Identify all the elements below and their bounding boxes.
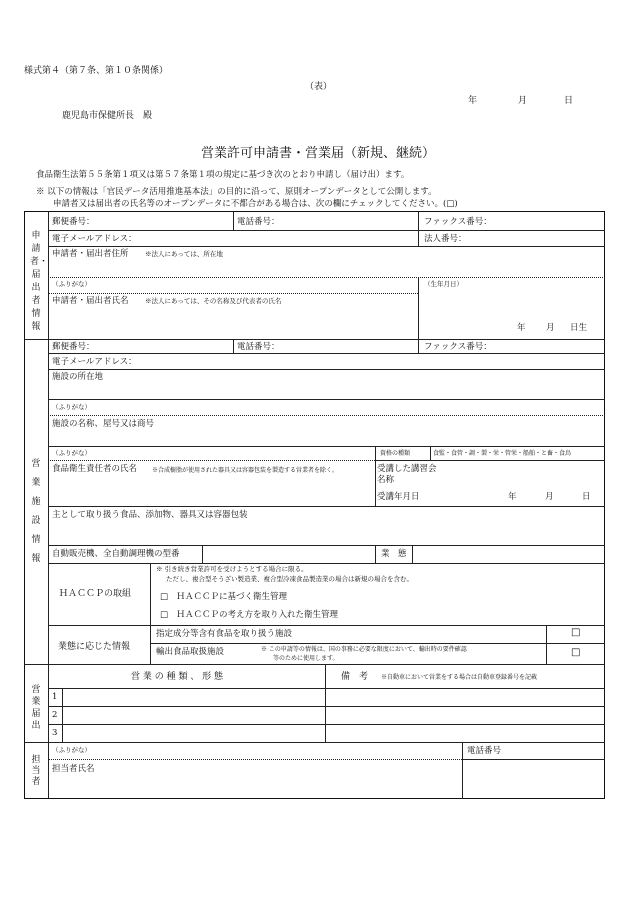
date-month-label: 月	[518, 96, 528, 106]
date-year-label: 年	[468, 96, 478, 106]
birth-year-label: 年	[517, 323, 526, 333]
products-label: 主として取り扱う食品、添加物、器具又は容器包装	[52, 510, 248, 520]
export-facility-checkbox[interactable]: □	[571, 647, 581, 658]
applicant-phone-label: 電話番号：	[237, 217, 280, 227]
course-date-label: 受講年月日	[377, 492, 420, 502]
export-facility-label: 輸出食品取扱施設	[156, 647, 225, 657]
export-note-1: ※ この申請等の情報は、国の事務に必要な限度において、輸出時の要件確認	[261, 646, 467, 653]
facility-postal-label: 郵便番号：	[52, 342, 95, 352]
qualification-list: 食監・食管・調・製・栄・管栄・船舶・と畜・食鳥	[433, 450, 572, 457]
notification-row-3: 3	[52, 728, 58, 738]
form-side: （表）	[305, 82, 333, 92]
applicant-furigana-label: （ふりがな）	[52, 280, 91, 288]
date-day-label: 日	[564, 96, 574, 106]
facility-furigana-label: （ふりがな）	[52, 403, 91, 411]
applicant-address-note: ※法人にあっては、所在地	[145, 250, 223, 258]
haccp-note-2: ただし、複合型そうざい製造業、複合型冷凍食品製造業の場合は新規の場合を含む。	[166, 575, 413, 583]
applicant-postal-label: 郵便番号：	[52, 217, 95, 227]
vending-label: 自動販売機、全自動調理機の型番	[52, 549, 180, 559]
applicant-section-label: 申請者・届出者情報	[30, 231, 49, 332]
page-title: 営業許可申請書・営業届（新規、継続）	[201, 146, 436, 161]
applicant-name-note: ※法人にあっては、その名称及び代表者の氏名	[145, 297, 282, 305]
remarks-header: 備 考	[341, 672, 369, 682]
applicant-fax-label: ファックス番号：	[424, 217, 492, 227]
designated-ingredient-checkbox[interactable]: □	[571, 627, 581, 638]
notification-row-2: 2	[52, 710, 58, 720]
designated-ingredient-label: 指定成分等含有食品を取り扱う施設	[156, 629, 293, 639]
applicant-birthdate-label: （生年月日）	[424, 280, 463, 288]
notification-row-1: 1	[52, 692, 58, 702]
birth-month-label: 月	[546, 323, 555, 333]
addressee: 鹿児島市保健所長 殿	[62, 111, 153, 121]
facility-phone-label: 電話番号：	[237, 342, 280, 352]
applicant-address-label: 申請者・届出者住所	[52, 249, 129, 259]
manager-name-label: 食品衛生責任者の氏名	[52, 464, 138, 474]
birth-day-label: 日生	[570, 323, 588, 333]
applicant-name-label: 申請者・届出者氏名	[52, 296, 129, 306]
open-data-note: ※ 以下の情報は「官民データ活用推進基本法」の目的に沿って、原則オープンデータとして公開します。	[36, 187, 437, 197]
course-day-label: 日	[582, 492, 591, 502]
manager-furigana-label: （ふりがな）	[52, 449, 91, 457]
manager-note: ※合成樹脂が使用された器具又は容器包装を製造する営業者を除く。	[152, 467, 338, 474]
open-data-checkbox-note[interactable]: 申請者又は届出者の氏名等のオープンデータに不都合がある場合は、次の欄にチェックしてください。(□)	[53, 199, 458, 209]
facility-email-label: 電子メールアドレス：	[52, 357, 137, 367]
industry-info-label: 業態に応じた情報	[58, 642, 131, 652]
haccp-option-based[interactable]: □ ＨＡＣＣＰに基づく衛生管理	[160, 592, 288, 602]
notification-section-label: 営業届出	[31, 685, 41, 731]
export-note-2: 等のために使用します。	[273, 655, 339, 662]
contact-name-label: 担当者氏名	[52, 764, 95, 774]
business-type-header: 営 業 の 種 類 、 形 態	[131, 672, 224, 682]
intro-text: 食品衛生法第５５条第１項又は第５７条第１項の規定に基づき次のとおり申請し（届け出）ます。	[36, 170, 410, 180]
contact-phone-label: 電話番号	[467, 746, 502, 756]
applicant-email-label: 電子メールアドレス：	[52, 234, 137, 244]
qualification-type-label: 資格の種類	[380, 450, 411, 457]
contact-section-label: 担当者	[31, 755, 41, 787]
course-year-label: 年	[508, 492, 517, 502]
facility-section-label: 営業施設情報	[31, 459, 41, 564]
remarks-note: ※自動車において営業をする場合は自動車登録番号を記載	[381, 674, 538, 681]
haccp-option-concept[interactable]: □ ＨＡＣＣＰの考え方を取り入れた衛生管理	[160, 610, 339, 620]
facility-fax-label: ファックス番号：	[424, 342, 492, 352]
haccp-note-1: ※ 引き続き営業許可を受けようとする場合に限る。	[156, 565, 308, 573]
applicant-corp-no-label: 法人番号：	[424, 234, 467, 244]
business-form-label: 業 態	[381, 549, 407, 559]
facility-name-label: 施設の名称、屋号又は商号	[52, 419, 155, 429]
form-number: 様式第４（第７条、第１０条関係）	[24, 66, 169, 76]
haccp-label: ＨＡＣＣＰの取組	[59, 589, 132, 599]
contact-furigana-label: （ふりがな）	[52, 746, 91, 754]
course-name-label: 受講した講習会名称	[377, 464, 437, 485]
course-month-label: 月	[545, 492, 554, 502]
facility-location-label: 施設の所在地	[52, 372, 104, 382]
